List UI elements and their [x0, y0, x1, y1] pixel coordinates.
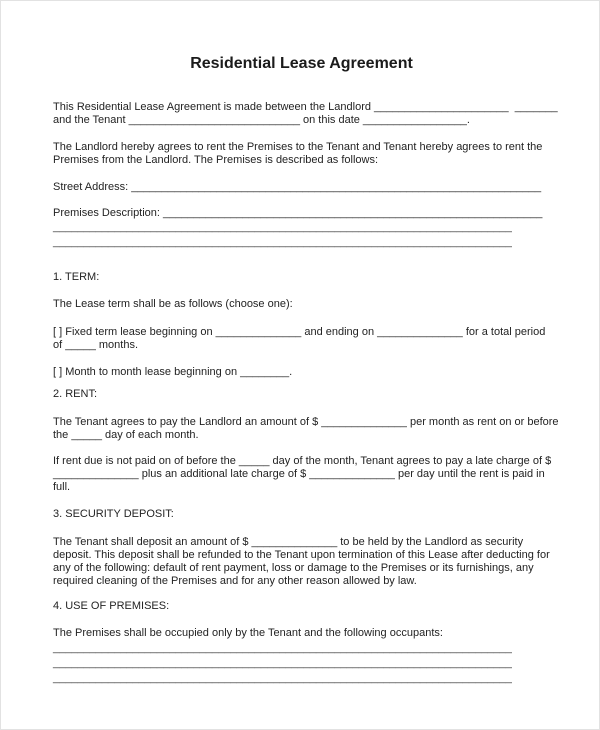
text-line: and the Tenant ____________________________ on this date _________________. [53, 114, 470, 126]
rent-amount-paragraph [53, 416, 559, 442]
section-heading-use-of-premises: 4. USE OF PREMISES: [53, 600, 170, 612]
premises-intro-paragraph [53, 141, 550, 167]
month-to-month-option [53, 366, 550, 379]
checkbox-option-line: [ ] Month to month lease beginning on ________. [53, 366, 293, 378]
security-deposit-paragraph [53, 536, 550, 588]
fill-in-blank-line: ___________________________________________________________________________ [53, 672, 512, 684]
fill-in-blank-line: ___________________________________________________________________________ [53, 236, 512, 248]
text-line: ______________ plus an additional late charge of $ ______________ per day until the rent is paid in [53, 468, 545, 480]
text-line: of _____ months. [53, 339, 139, 351]
text-line: The Lease term shall be as follows (choose one): [53, 298, 293, 310]
section-heading-term: 1. TERM: [53, 271, 100, 283]
text-line: deposit. This deposit shall be refunded to the Tenant upon termination of this Lease after deducting for [53, 549, 550, 561]
fill-in-blank-line: ___________________________________________________________________________ [53, 221, 512, 233]
intro-paragraph [53, 101, 558, 127]
text-line: The Premises shall be occupied only by the Tenant and the following occupants: [53, 627, 443, 639]
fill-in-blank-line: Premises Description: ______________________________________________________________ [53, 207, 543, 219]
fixed-term-option [53, 326, 550, 352]
late-charge-paragraph [53, 455, 550, 494]
section-heading-security-deposit: 3. SECURITY DEPOSIT: [53, 508, 174, 520]
premises-description-field [53, 207, 550, 250]
fill-in-blank-line: ___________________________________________________________________________ [53, 642, 512, 654]
text-line: required cleaning of the Premises and for any other reason allowed by law. [53, 575, 417, 587]
text-line: the _____ day of each month. [53, 429, 199, 441]
text-line: The Tenant agrees to pay the Landlord an amount of $ ______________ per month as rent on or before [53, 416, 559, 428]
document-title: Residential Lease Agreement [190, 55, 413, 72]
checkbox-option-line: [ ] Fixed term lease beginning on ______________ and ending on ______________ for a total period [53, 326, 546, 338]
blank-write-in-lines [53, 220, 550, 250]
text-line: The Landlord hereby agrees to rent the Premises to the Tenant and Tenant hereby agrees to rent the [53, 141, 543, 153]
fill-in-blank-line: Street Address: ___________________________________________________________________ [53, 181, 542, 193]
document-content [53, 1, 559, 686]
street-address-field-line [53, 181, 550, 194]
fill-in-blank-line: ___________________________________________________________________________ [53, 657, 512, 669]
text-line: If rent due is not paid on of before the _____ day of the month, Tenant agrees to pay a late charge of $ [53, 455, 552, 467]
occupants-paragraph [53, 627, 550, 640]
text-line: The Tenant shall deposit an amount of $ ______________ to be held by the Landlord as security [53, 536, 524, 548]
section-heading-rent: 2. RENT: [53, 388, 98, 400]
occupants-write-in-lines [53, 641, 550, 686]
text-line: This Residential Lease Agreement is made between the Landlord ______________________ _______ [53, 101, 558, 113]
term-choose-line [53, 298, 550, 311]
text-line: Premises from the Landlord. The Premises is described as follows: [53, 154, 379, 166]
text-line: full. [53, 481, 71, 493]
text-line: any of the following: default of rent payment, loss or damage to the Premises or its furnishings, any [53, 562, 534, 574]
